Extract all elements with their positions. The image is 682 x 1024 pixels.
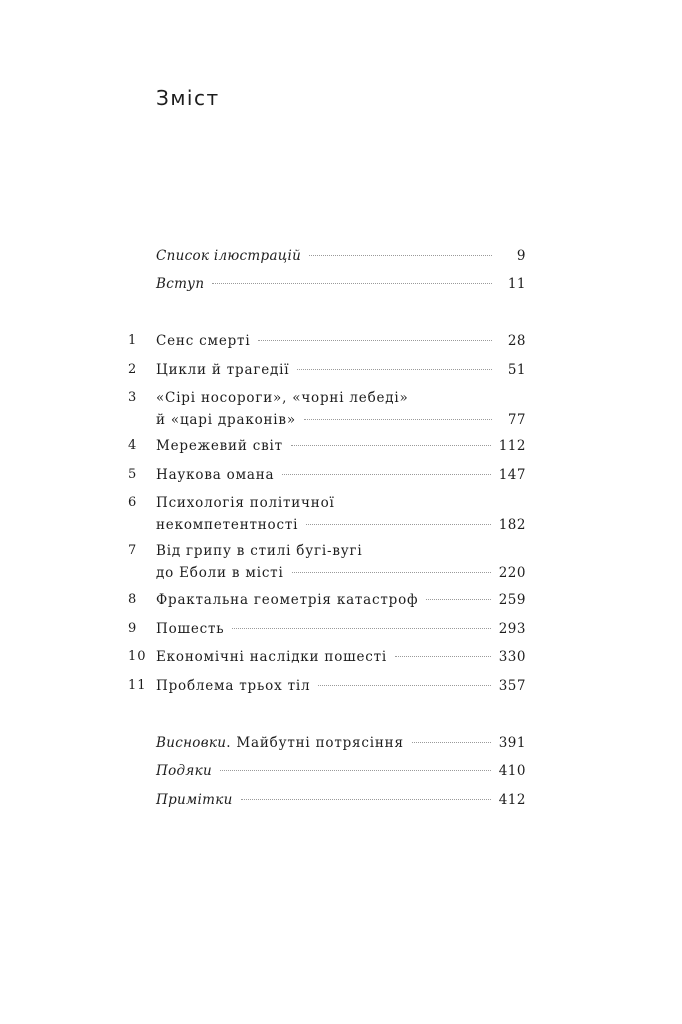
chapter-title-line-1: Психологія політичної <box>156 495 335 511</box>
dot-leader <box>304 419 492 420</box>
page-number: 357 <box>498 678 526 694</box>
page-number: 112 <box>498 438 526 454</box>
page-number: 28 <box>507 333 526 349</box>
toc-entry-label-italic: Висновки <box>156 735 227 751</box>
page-number: 182 <box>498 517 526 533</box>
chapter-title: Цикли й трагедії <box>156 362 290 378</box>
page-title: Зміст <box>156 86 220 110</box>
dot-leader <box>282 474 490 475</box>
dot-leader <box>412 742 491 743</box>
chapter-number: 5 <box>128 467 138 482</box>
toc-entry-label: Вступ <box>156 276 205 292</box>
chapter-number: 1 <box>128 333 138 348</box>
chapter-number: 10 <box>128 649 147 664</box>
dot-leader <box>258 340 492 341</box>
chapter-title-line-1: Від грипу в стилі бугі-вугі <box>156 543 363 559</box>
dot-leader <box>232 628 490 629</box>
page-number: 51 <box>507 362 526 378</box>
page-number: 391 <box>498 735 526 751</box>
chapter-number: 9 <box>128 621 138 636</box>
chapter-title-line-2: некомпетентності <box>156 517 299 533</box>
page-number: 77 <box>507 412 526 428</box>
chapter-title: Пошесть <box>156 621 225 637</box>
toc-entry-label: Список ілюстрацій <box>156 248 302 264</box>
chapter-number: 6 <box>128 495 138 510</box>
dot-leader <box>212 283 492 284</box>
dot-leader <box>318 685 490 686</box>
chapter-title: Економічні наслідки пошесті <box>156 649 388 665</box>
toc-entry-label: Примітки <box>156 792 233 808</box>
chapter-title: Проблема трьох тіл <box>156 678 311 694</box>
dot-leader <box>220 770 491 771</box>
chapter-number: 3 <box>128 390 138 405</box>
dot-leader <box>395 656 491 657</box>
page-number: 410 <box>498 763 526 779</box>
page-number: 412 <box>498 792 526 808</box>
chapter-title: Сенс смерті <box>156 333 251 349</box>
chapter-number: 2 <box>128 362 138 377</box>
chapter-title-line-1: «Сірі носороги», «чорні лебеді» <box>156 390 409 406</box>
chapter-title-line-2: до Еболи в місті <box>156 565 284 581</box>
page-number: 11 <box>507 276 526 292</box>
chapter-number: 8 <box>128 592 138 607</box>
chapter-number: 4 <box>128 438 138 453</box>
chapter-number: 11 <box>128 678 147 693</box>
page-number: 330 <box>498 649 526 665</box>
chapter-title: Фрактальна геометрія катастроф <box>156 592 419 608</box>
toc-entry-label <box>156 732 404 754</box>
page-number: 9 <box>516 248 526 264</box>
dot-leader <box>297 369 492 370</box>
page-number: 220 <box>498 565 526 581</box>
dot-leader <box>291 445 491 446</box>
dot-leader <box>292 572 491 573</box>
dot-leader <box>426 599 490 600</box>
toc-entry-label-rest: . Майбутні потрясіння <box>226 735 404 751</box>
dot-leader <box>241 799 491 800</box>
page-number: 259 <box>498 592 526 608</box>
chapter-title-line-2: й «царі драконів» <box>156 412 296 428</box>
dot-leader <box>306 524 490 525</box>
chapter-number: 7 <box>128 543 138 558</box>
toc-entry-label: Подяки <box>156 763 212 779</box>
page-number: 147 <box>498 467 526 483</box>
dot-leader <box>309 255 492 256</box>
page-number: 293 <box>498 621 526 637</box>
chapter-title: Мережевий світ <box>156 438 283 454</box>
chapter-title: Наукова омана <box>156 467 275 483</box>
